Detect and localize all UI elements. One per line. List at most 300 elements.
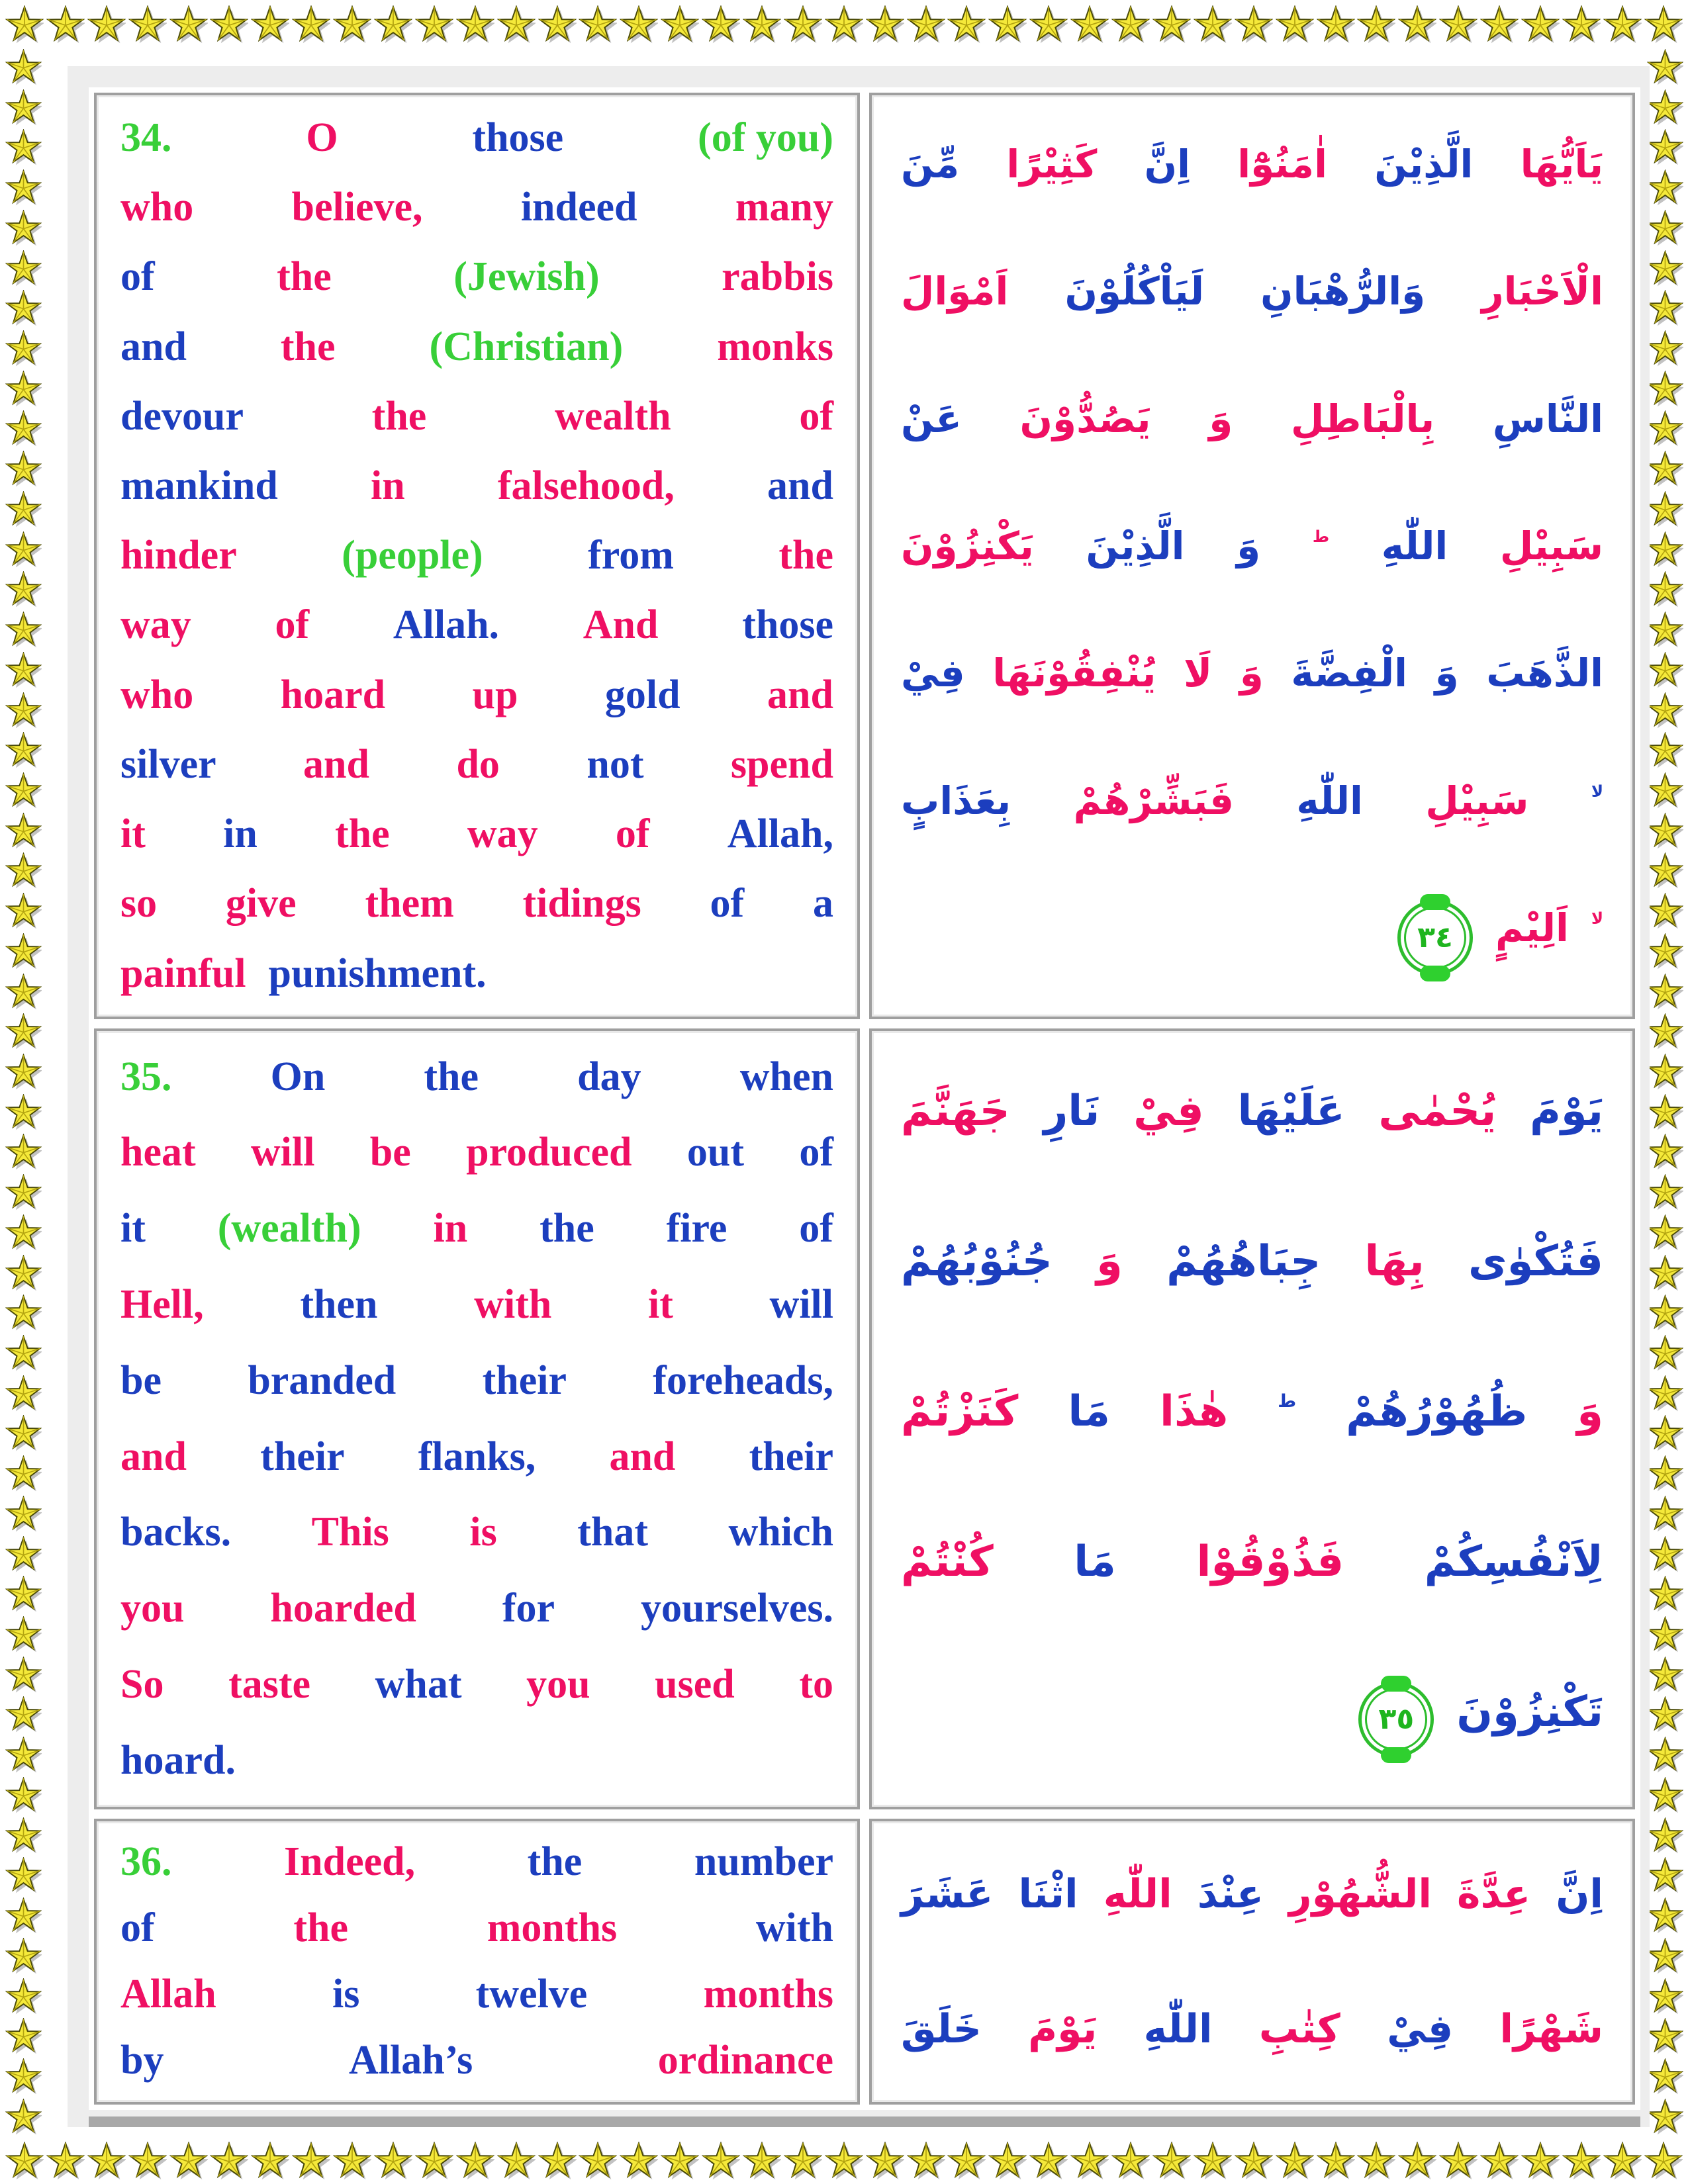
english-word: in (370, 463, 405, 508)
star-icon (1276, 5, 1314, 44)
verse-end-medallion (1397, 900, 1473, 976)
english-word: produced (466, 1130, 632, 1175)
arabic-word: يَصُدُّوْنَ (1019, 396, 1151, 441)
star-icon (620, 5, 658, 44)
star-icon (456, 5, 494, 44)
star-icon (1647, 1013, 1683, 1050)
verse-end-medallion (1358, 1682, 1434, 1757)
english-line (120, 1206, 833, 1251)
star-icon (1398, 5, 1436, 44)
arabic-word: اثْنَا (1018, 1870, 1078, 1917)
english-word: hoard. (120, 1737, 236, 1783)
english-word: the (371, 393, 427, 439)
star-icon (661, 2142, 699, 2180)
star-icon (1317, 2142, 1355, 2180)
star-icon (1647, 1536, 1683, 1572)
star-icon (5, 1013, 42, 1050)
english-word: silver (120, 741, 216, 787)
verse-end-number: ٣٥ (1378, 1702, 1415, 1736)
english-word: of (120, 254, 155, 300)
star-icon (1647, 1938, 1683, 1974)
arabic-line (901, 1682, 1603, 1757)
waqf-mark: ط (1278, 1390, 1297, 1412)
star-icon (1647, 2058, 1683, 2095)
star-icon (374, 5, 412, 44)
english-word: and (303, 741, 370, 787)
english-word: with (755, 1905, 833, 1951)
verse-grid (94, 93, 1635, 2105)
star-icon (5, 49, 42, 85)
star-icon (702, 2142, 740, 2180)
star-icon (1439, 2142, 1477, 2180)
star-icon (210, 5, 248, 44)
english-word: of (120, 1905, 155, 1951)
english-word: give (225, 881, 297, 927)
star-icon (5, 772, 42, 809)
english-line (120, 2038, 833, 2083)
star-icon (907, 5, 945, 44)
arabic-word: فِيْ (1133, 1087, 1204, 1136)
star-icon (1562, 2142, 1601, 2180)
star-icon (1647, 1817, 1683, 1854)
star-icon (292, 2142, 330, 2180)
star-icon (251, 5, 289, 44)
star-icon (5, 1657, 42, 1693)
star-icon (1647, 410, 1683, 447)
english-word: wealth (555, 393, 671, 439)
star-icon (784, 5, 822, 44)
arabic-word: فَبَشِّرْهُمْ (1073, 778, 1235, 823)
star-icon (5, 1335, 42, 1371)
star-icon (5, 330, 42, 367)
star-icon (5, 933, 42, 970)
star-icon (947, 5, 986, 44)
english-word: is (469, 1510, 497, 1555)
arabic-word: كِتٰبِ (1258, 2005, 1340, 2052)
english-word: out (686, 1130, 744, 1175)
english-word: O (306, 114, 338, 160)
english-word: So (120, 1662, 164, 1707)
english-word: so (120, 881, 158, 927)
star-icon (5, 1375, 42, 1412)
english-word: many (735, 185, 833, 230)
star-icon (415, 5, 453, 44)
arabic-word: فِيْ (901, 651, 965, 696)
english-line (120, 1434, 833, 1480)
arabic-word: فِيْ (1387, 2005, 1454, 2052)
arabic-word: مَا (1068, 1387, 1111, 1436)
star-icon (5, 169, 42, 206)
english-line (120, 1510, 833, 1555)
english-word: their (482, 1357, 567, 1403)
english-word: gold (604, 672, 680, 717)
english-word: hoarded (270, 1586, 416, 1631)
english-line (120, 1282, 833, 1328)
english-word: months (703, 1972, 833, 2017)
english-line (120, 463, 833, 509)
star-icon (5, 1737, 42, 1773)
star-icon (1235, 5, 1273, 44)
star-icon (579, 5, 617, 44)
star-icon (128, 2142, 167, 2180)
arabic-word: بِهَا (1364, 1237, 1425, 1287)
english-word: way (467, 811, 538, 857)
star-icon (1235, 2142, 1273, 2180)
star-icon (169, 2142, 208, 2180)
star-border-bottom (5, 2140, 1683, 2181)
english-word: and (120, 1433, 187, 1479)
verse-34-english-cell (94, 93, 860, 1019)
star-icon (5, 852, 42, 889)
star-icon (1647, 732, 1683, 768)
english-line (120, 672, 833, 718)
arabic-word: سَبِيْلِ (1425, 778, 1529, 823)
english-word: which (728, 1510, 833, 1555)
star-icon (1111, 2142, 1150, 2180)
star-icon (1647, 813, 1683, 849)
english-word: a (812, 881, 833, 927)
star-icon (5, 451, 42, 487)
star-icon (1070, 5, 1109, 44)
arabic-line (901, 900, 1603, 976)
star-icon (5, 1214, 42, 1251)
star-icon (1647, 1094, 1683, 1130)
arabic-word: يَاَيُّهَا (1520, 142, 1603, 187)
arabic-word: اَمْوَالَ (901, 269, 1009, 314)
star-icon (5, 692, 42, 729)
english-word: you (526, 1662, 590, 1707)
star-icon (292, 5, 330, 44)
star-icon (5, 1777, 42, 1813)
star-icon (1647, 852, 1683, 889)
english-word: punishment. (268, 950, 487, 996)
star-icon (579, 2142, 617, 2180)
star-icon (5, 732, 42, 768)
star-icon (5, 1576, 42, 1612)
arabic-word: الْفِضَّةَ (1291, 651, 1408, 696)
arabic-word: فَذُوْقُوْا (1196, 1537, 1344, 1586)
star-icon (5, 974, 42, 1010)
english-line (120, 1972, 833, 2017)
star-icon (5, 1616, 42, 1653)
arabic-line (901, 645, 1603, 701)
english-word: yourselves. (640, 1586, 833, 1631)
star-icon (1152, 5, 1191, 44)
star-icon (5, 89, 42, 126)
english-line (120, 1662, 833, 1707)
arabic-word: اِنَّ (1556, 1870, 1603, 1917)
arabic-word: يُحْمٰى (1378, 1087, 1497, 1136)
arabic-word: كُنْتُمْ (901, 1537, 994, 1586)
arabic-word: بِالْبَاطِلِ (1290, 396, 1435, 441)
arabic-line (901, 518, 1603, 574)
arabic-word: خَلَقَ (901, 2005, 982, 2052)
arabic-word: يَكْنِزُوْنَ (901, 523, 1034, 569)
star-icon (1647, 2018, 1683, 2054)
star-icon (5, 371, 42, 407)
arabic-word: جُنُوْبُهُمْ (901, 1237, 1053, 1287)
arabic-word: وَ (1209, 396, 1233, 441)
star-icon (87, 2142, 126, 2180)
star-icon (5, 1415, 42, 1451)
star-icon (1647, 1455, 1683, 1492)
arabic-word: الشُّهُوْرِ (1289, 1870, 1432, 1917)
english-word: heat (120, 1130, 196, 1175)
english-word: that (577, 1510, 648, 1555)
table-bottom-border (89, 2116, 1640, 2127)
verse-34-arabic-cell (869, 93, 1635, 1019)
english-line (120, 1586, 833, 1631)
english-word: will (769, 1282, 833, 1328)
star-icon (5, 1978, 42, 2015)
star-icon (1647, 1616, 1683, 1653)
arabic-word: فَتُكْوٰى (1468, 1237, 1603, 1287)
english-word: in (433, 1206, 468, 1251)
arabic-word: اللّٰهِ (1381, 523, 1448, 569)
english-word: monks (717, 324, 833, 369)
english-word: those (472, 114, 564, 160)
english-line (120, 254, 833, 300)
star-icon (1647, 1897, 1683, 1934)
arabic-word: وَالرُّهْبَانِ (1260, 269, 1426, 314)
star-icon (1644, 2142, 1683, 2180)
star-icon (5, 290, 42, 326)
english-word: their (749, 1433, 833, 1479)
english-line (120, 1130, 833, 1175)
arabic-word: لِاَنْفُسِكُمْ (1424, 1537, 1603, 1586)
english-word: when (739, 1054, 833, 1099)
arabic-word: وَ (1237, 523, 1261, 569)
star-icon (988, 5, 1027, 44)
waqf-mark: لا (1591, 909, 1603, 929)
star-icon (456, 2142, 494, 2180)
star-icon (374, 2142, 412, 2180)
star-icon (743, 5, 781, 44)
english-word: of (615, 811, 650, 857)
arabic-word: عَشَرَ (901, 1870, 994, 1917)
arabic-line (901, 1381, 1603, 1443)
english-word: hinder (120, 533, 237, 578)
english-word: with (474, 1282, 552, 1328)
star-icon (1647, 491, 1683, 527)
arabic-word: عِنْدَ (1197, 1870, 1264, 1917)
english-word: their (260, 1433, 345, 1479)
english-word: indeed (520, 185, 637, 230)
star-icon (5, 1897, 42, 1934)
star-icon (1647, 169, 1683, 206)
waqf-mark: ط (1312, 527, 1330, 547)
star-icon (1647, 1134, 1683, 1170)
star-icon (5, 1817, 42, 1854)
english-word: you (120, 1586, 185, 1631)
english-word: of (799, 1130, 833, 1175)
star-icon (1647, 652, 1683, 688)
english-word: rabbis (722, 254, 833, 300)
english-line (120, 951, 833, 997)
star-icon (1647, 1295, 1683, 1331)
star-icon (5, 210, 42, 246)
star-icon (1070, 2142, 1109, 2180)
english-word: for (502, 1586, 555, 1631)
star-icon (1357, 5, 1395, 44)
star-icon (661, 5, 699, 44)
arabic-word: كَنَزْتُمْ (901, 1387, 1019, 1436)
english-word: branded (248, 1357, 397, 1403)
english-word: (people) (342, 533, 483, 578)
english-line (120, 533, 833, 578)
english-word: who (120, 672, 194, 717)
english-word: painful (120, 950, 246, 996)
arabic-word: الذَّهَبَ (1486, 651, 1603, 696)
english-word: Allah. (393, 602, 500, 648)
star-icon (866, 2142, 904, 2180)
arabic-word: عِدَّةَ (1457, 1870, 1531, 1917)
arabic-word: اللّٰهِ (1103, 1870, 1172, 1917)
arabic-word: جَهَنَّمَ (901, 1087, 1010, 1136)
star-icon (784, 2142, 822, 2180)
arabic-word: يَوْمَ (1529, 1087, 1603, 1136)
star-icon (1647, 371, 1683, 407)
star-icon (333, 5, 371, 44)
arabic-word: لَا (1183, 651, 1213, 696)
english-word: 36. (120, 1839, 172, 1885)
english-word: Indeed, (284, 1839, 416, 1885)
english-word: do (456, 741, 500, 787)
english-line (120, 1358, 833, 1404)
star-icon (497, 2142, 536, 2180)
arabic-line (901, 391, 1603, 447)
star-icon (1647, 692, 1683, 729)
star-icon (1647, 612, 1683, 648)
verse-35-english-cell (94, 1028, 860, 1809)
english-word: way (120, 602, 191, 648)
star-icon (1647, 1174, 1683, 1210)
star-icon (5, 1134, 42, 1170)
arabic-word: جِبَاهُهُمْ (1166, 1237, 1321, 1287)
star-icon (1647, 1978, 1683, 2015)
english-word: the (424, 1054, 479, 1099)
english-word: (of you) (698, 114, 833, 160)
arabic-word: النَّاسِ (1492, 396, 1603, 441)
star-icon (5, 813, 42, 849)
star-icon (5, 129, 42, 165)
arabic-word: عَنْ (901, 396, 962, 441)
star-icon (1603, 5, 1642, 44)
english-line (120, 881, 833, 927)
arabic-word: كَثِيْرًا (1006, 142, 1098, 187)
star-icon (1647, 772, 1683, 809)
arabic-word: اللّٰهِ (1296, 778, 1363, 823)
arabic-line (901, 263, 1603, 319)
star-border-top (5, 4, 1683, 45)
arabic-word: بِعَذَابٍ (901, 778, 1011, 823)
star-border-right (1644, 49, 1685, 2135)
arabic-word: اٰمَنُوْٓا (1237, 142, 1327, 187)
star-icon (1647, 1696, 1683, 1733)
star-border-left (3, 49, 44, 2135)
english-word: Allah, (727, 811, 833, 857)
english-word: Allah’s (349, 2038, 473, 2083)
english-word: is (332, 1972, 360, 2017)
star-icon (5, 5, 44, 44)
star-icon (5, 1496, 42, 1532)
star-icon (1647, 451, 1683, 487)
english-word: from (588, 533, 674, 578)
star-icon (1644, 5, 1683, 44)
star-icon (1521, 5, 1560, 44)
english-word: it (648, 1282, 673, 1328)
star-icon (5, 491, 42, 527)
english-word: backs. (120, 1510, 232, 1555)
arabic-word: الَّذِيْنَ (1086, 523, 1185, 569)
star-icon (5, 410, 42, 447)
english-word: the (280, 324, 336, 369)
star-icon (128, 5, 167, 44)
english-word: of (799, 393, 833, 439)
english-line (120, 602, 833, 648)
english-word: up (472, 672, 518, 717)
star-icon (5, 1536, 42, 1572)
arabic-word: الَّذِيْنَ (1374, 142, 1474, 187)
star-icon (1480, 2142, 1519, 2180)
english-line (120, 742, 833, 788)
star-icon (702, 5, 740, 44)
english-word: tidings (522, 881, 641, 927)
english-word: (Jewish) (453, 254, 600, 300)
english-word: foreheads, (653, 1357, 833, 1403)
english-word: (wealth) (217, 1206, 361, 1251)
arabic-word: اِنَّ (1144, 142, 1191, 187)
star-icon (5, 1696, 42, 1733)
star-icon (5, 2099, 42, 2135)
english-line (120, 394, 833, 439)
english-word: be (369, 1130, 411, 1175)
arabic-line (901, 2001, 1603, 2058)
star-icon (5, 1455, 42, 1492)
arabic-word: وَ (1577, 1387, 1603, 1436)
english-line (120, 185, 833, 230)
arabic-word: لَيَاْكُلُوْنَ (1064, 269, 1205, 314)
arabic-word: هٰذَا (1160, 1387, 1229, 1436)
star-icon (1647, 210, 1683, 246)
english-word: those (742, 602, 833, 648)
star-icon (5, 531, 42, 568)
star-icon (1647, 1737, 1683, 1773)
star-icon (5, 1295, 42, 1331)
star-icon (1647, 1255, 1683, 1291)
arabic-word: تَكْنِزُوْنَ (1456, 1687, 1603, 1737)
star-icon (1647, 974, 1683, 1010)
english-word: This (311, 1510, 389, 1555)
star-icon (1111, 5, 1150, 44)
arabic-line (901, 773, 1603, 829)
english-word: Hell, (120, 1282, 204, 1328)
star-icon (947, 2142, 986, 2180)
star-icon (1029, 5, 1068, 44)
star-icon (1647, 893, 1683, 929)
star-icon (251, 2142, 289, 2180)
star-icon (5, 2142, 44, 2180)
english-word: day (577, 1054, 641, 1099)
arabic-word: وَ (1434, 651, 1459, 696)
arabic-word: مَا (1074, 1537, 1116, 1586)
star-icon (333, 2142, 371, 2180)
star-icon (866, 5, 904, 44)
star-icon (1647, 1777, 1683, 1813)
star-icon (825, 5, 863, 44)
star-icon (5, 1857, 42, 1893)
star-icon (5, 612, 42, 648)
